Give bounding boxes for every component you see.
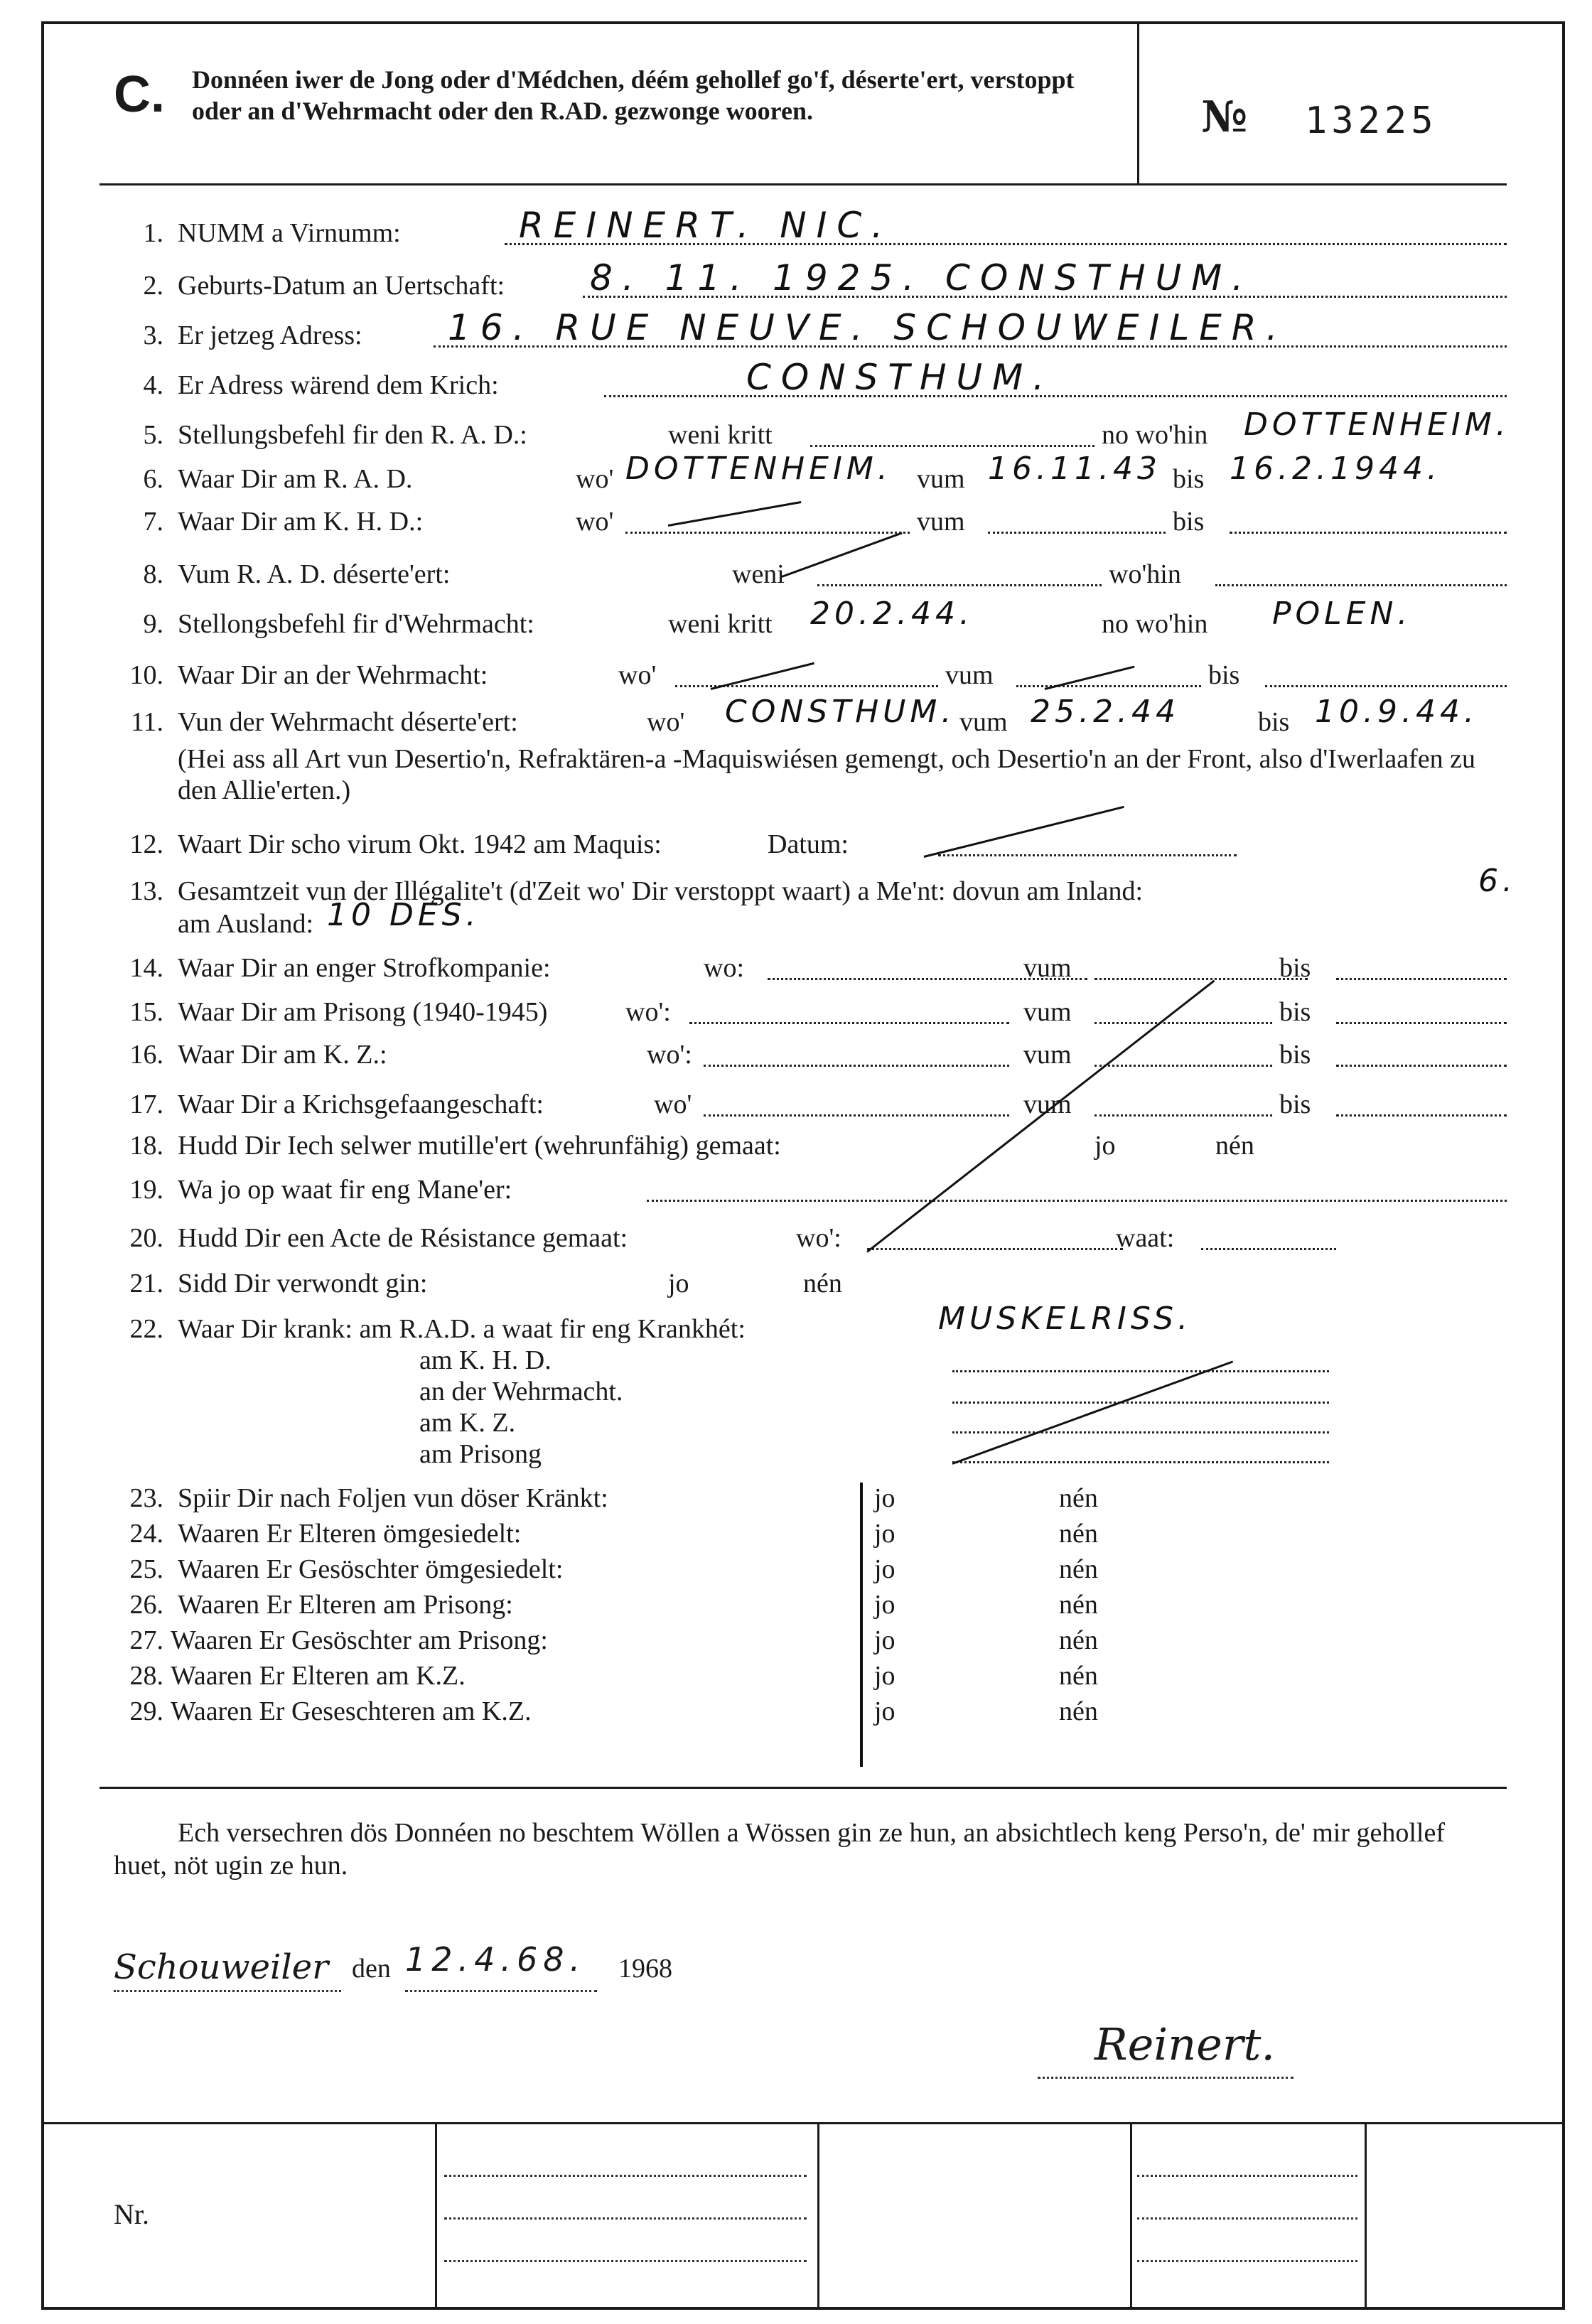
- den-label: den: [352, 1954, 391, 1984]
- header-divider: [1137, 21, 1139, 185]
- row-2: 2. Geburts-Datum an Uertschaft: 8. 11. 1925. CONSTHUM.: [107, 270, 1514, 313]
- hw-address: 16. RUE NEUVE. SCHOUWEILER.: [448, 307, 1288, 348]
- row-10: 10. Waar Dir an der Wehrmacht: wo' vum bis: [107, 660, 1514, 702]
- vstroke-rows23-29: [860, 1483, 863, 1767]
- row-1: 1. NUMM a Virnumm: REINERT. NIC.: [107, 217, 1514, 260]
- row-8: 8. Vum R. A. D. déserte'ert: weni wo'hin: [107, 559, 1514, 601]
- section-letter: C.: [114, 66, 165, 123]
- hw-date: 12.4.68.: [405, 1940, 586, 1979]
- form-title: Donnéen iwer de Jong oder d'Médchen, déém gehollef go'f, déserte'ert, verstoppt oder an d'Wehrmacht oder den R.AD. gezwonge wooren.: [192, 65, 1075, 125]
- declaration-rule: [100, 1787, 1507, 1789]
- row-24: 24. Waaren Er Elteren ömgesiedelt: jo nén: [129, 1519, 1098, 1549]
- row-6: 6. Waar Dir am R. A. D. wo' DOTTENHEIM. vum 16.11.43 bis 16.2.1944.: [143, 451, 1441, 494]
- row-28: 28. Waaren Er Elteren am K.Z. jo nén: [129, 1661, 1098, 1691]
- row-15: 15. Waar Dir am Prisong (1940-1945) wo': vum bis: [107, 996, 1514, 1039]
- hw-illness: MUSKELRISS.: [938, 1301, 1193, 1337]
- footer-nr-label: Nr.: [114, 2198, 149, 2230]
- year-label: 1968: [618, 1954, 672, 1984]
- form-number: 13225: [1305, 99, 1438, 142]
- footer-rule: [41, 2122, 1565, 2124]
- hw-name: REINERT. NIC.: [519, 205, 893, 246]
- row-27: 27. Waaren Er Gesöschter am Prisong: jo nén: [129, 1625, 1098, 1655]
- row-18: 18. Hudd Dir Iech selwer mutille'ert (wehrunfähig) gemaat: jo nén: [129, 1131, 1254, 1161]
- declaration-text: Ech versechren dös Donnéen no beschtem Wöllen a Wössen gin ze hun, an absichtlech keng Perso'n, de' mir gehollef huet, nöt ugin ze hun.: [114, 1818, 1445, 1881]
- row-22: 22. Waar Dir krank: am R.A.D. a waat fir eng Krankhét: MUSKELRISS. am K. H. D. an der Wehrmacht. am K. Z. am Prisong: [107, 1313, 1514, 1470]
- header-rule: [100, 183, 1507, 185]
- row-25: 25. Waaren Er Gesöschter ömgesiedelt: jo nén: [129, 1554, 1098, 1584]
- row-26: 26. Waaren Er Elteren am Prisong: jo nén: [129, 1590, 1098, 1620]
- hw-rad-where: DOTTENHEIM.: [1244, 407, 1510, 443]
- row-29: 29. Waaren Er Geseschteren am K.Z. jo nén: [129, 1696, 1098, 1726]
- row-12: 12. Waart Dir scho virum Okt. 1942 am Maquis: Datum:: [107, 829, 1514, 871]
- row-13: 13. Gesamtzeit vun der Illégalite't (d'Zeit wo' Dir verstoppt waart) a Me'nt: dovun am Inland: 6. am Ausland: 10 DES.: [129, 863, 1517, 939]
- row-7: 7. Waar Dir am K. H. D.: wo' vum bis: [107, 506, 1514, 549]
- row-20: 20. Hudd Dir een Acte de Résistance gemaat: wo': waat:: [107, 1222, 1514, 1265]
- row-17: 17. Waar Dir a Krichsgefaangeschaft: wo' vum bis: [107, 1089, 1514, 1131]
- label-name: NUMM a Virnumm:: [178, 218, 401, 248]
- hw-place: Schouweiler: [114, 1947, 329, 1987]
- signature: Reinert.: [1094, 2018, 1276, 2070]
- desertion-note: (Hei ass all Art vun Desertio'n, Refraktären-a -Maquiswiésen gemengt, och Desertio'n an der Front, also d'Iwerlaafen zu den Allie'erten.): [178, 744, 1475, 805]
- row-11: 11. Vun der Wehrmacht déserte'ert: wo' CONSTHUM. vum 25.2.44 bis 10.9.44.: [130, 694, 1478, 737]
- row-5: 5. Stellungsbefehl fir den R. A. D.: weni kritt no wo'hin DOTTENHEIM.: [143, 407, 1510, 450]
- row-19: 19. Wa jo op waat fir eng Mane'er:: [107, 1174, 1514, 1217]
- row-16: 16. Waar Dir am K. Z.: wo': vum bis: [107, 1039, 1514, 1082]
- row-23: 23. Spiir Dir nach Foljen vun döser Kränkt: jo nén: [129, 1483, 1098, 1513]
- row-21: 21. Sidd Dir verwondt gin: jo nén: [129, 1269, 842, 1298]
- row-3: 3. Er jetzeg Adress: 16. RUE NEUVE. SCHOUWEILER.: [107, 320, 1514, 362]
- number-sign: №: [1201, 92, 1248, 142]
- row-9: 9. Stellongsbefehl fir d'Wehrmacht: weni kritt 20.2.44. no wo'hin POLEN.: [143, 596, 1412, 639]
- hw-war-address: CONSTHUM.: [746, 357, 1055, 398]
- row-14: 14. Waar Dir an enger Strofkompanie: wo: vum bis: [107, 952, 1514, 995]
- hw-birth: 8. 11. 1925. CONSTHUM.: [590, 257, 1254, 298]
- row-4: 4. Er Adress wärend dem Krich: CONSTHUM.: [107, 370, 1514, 412]
